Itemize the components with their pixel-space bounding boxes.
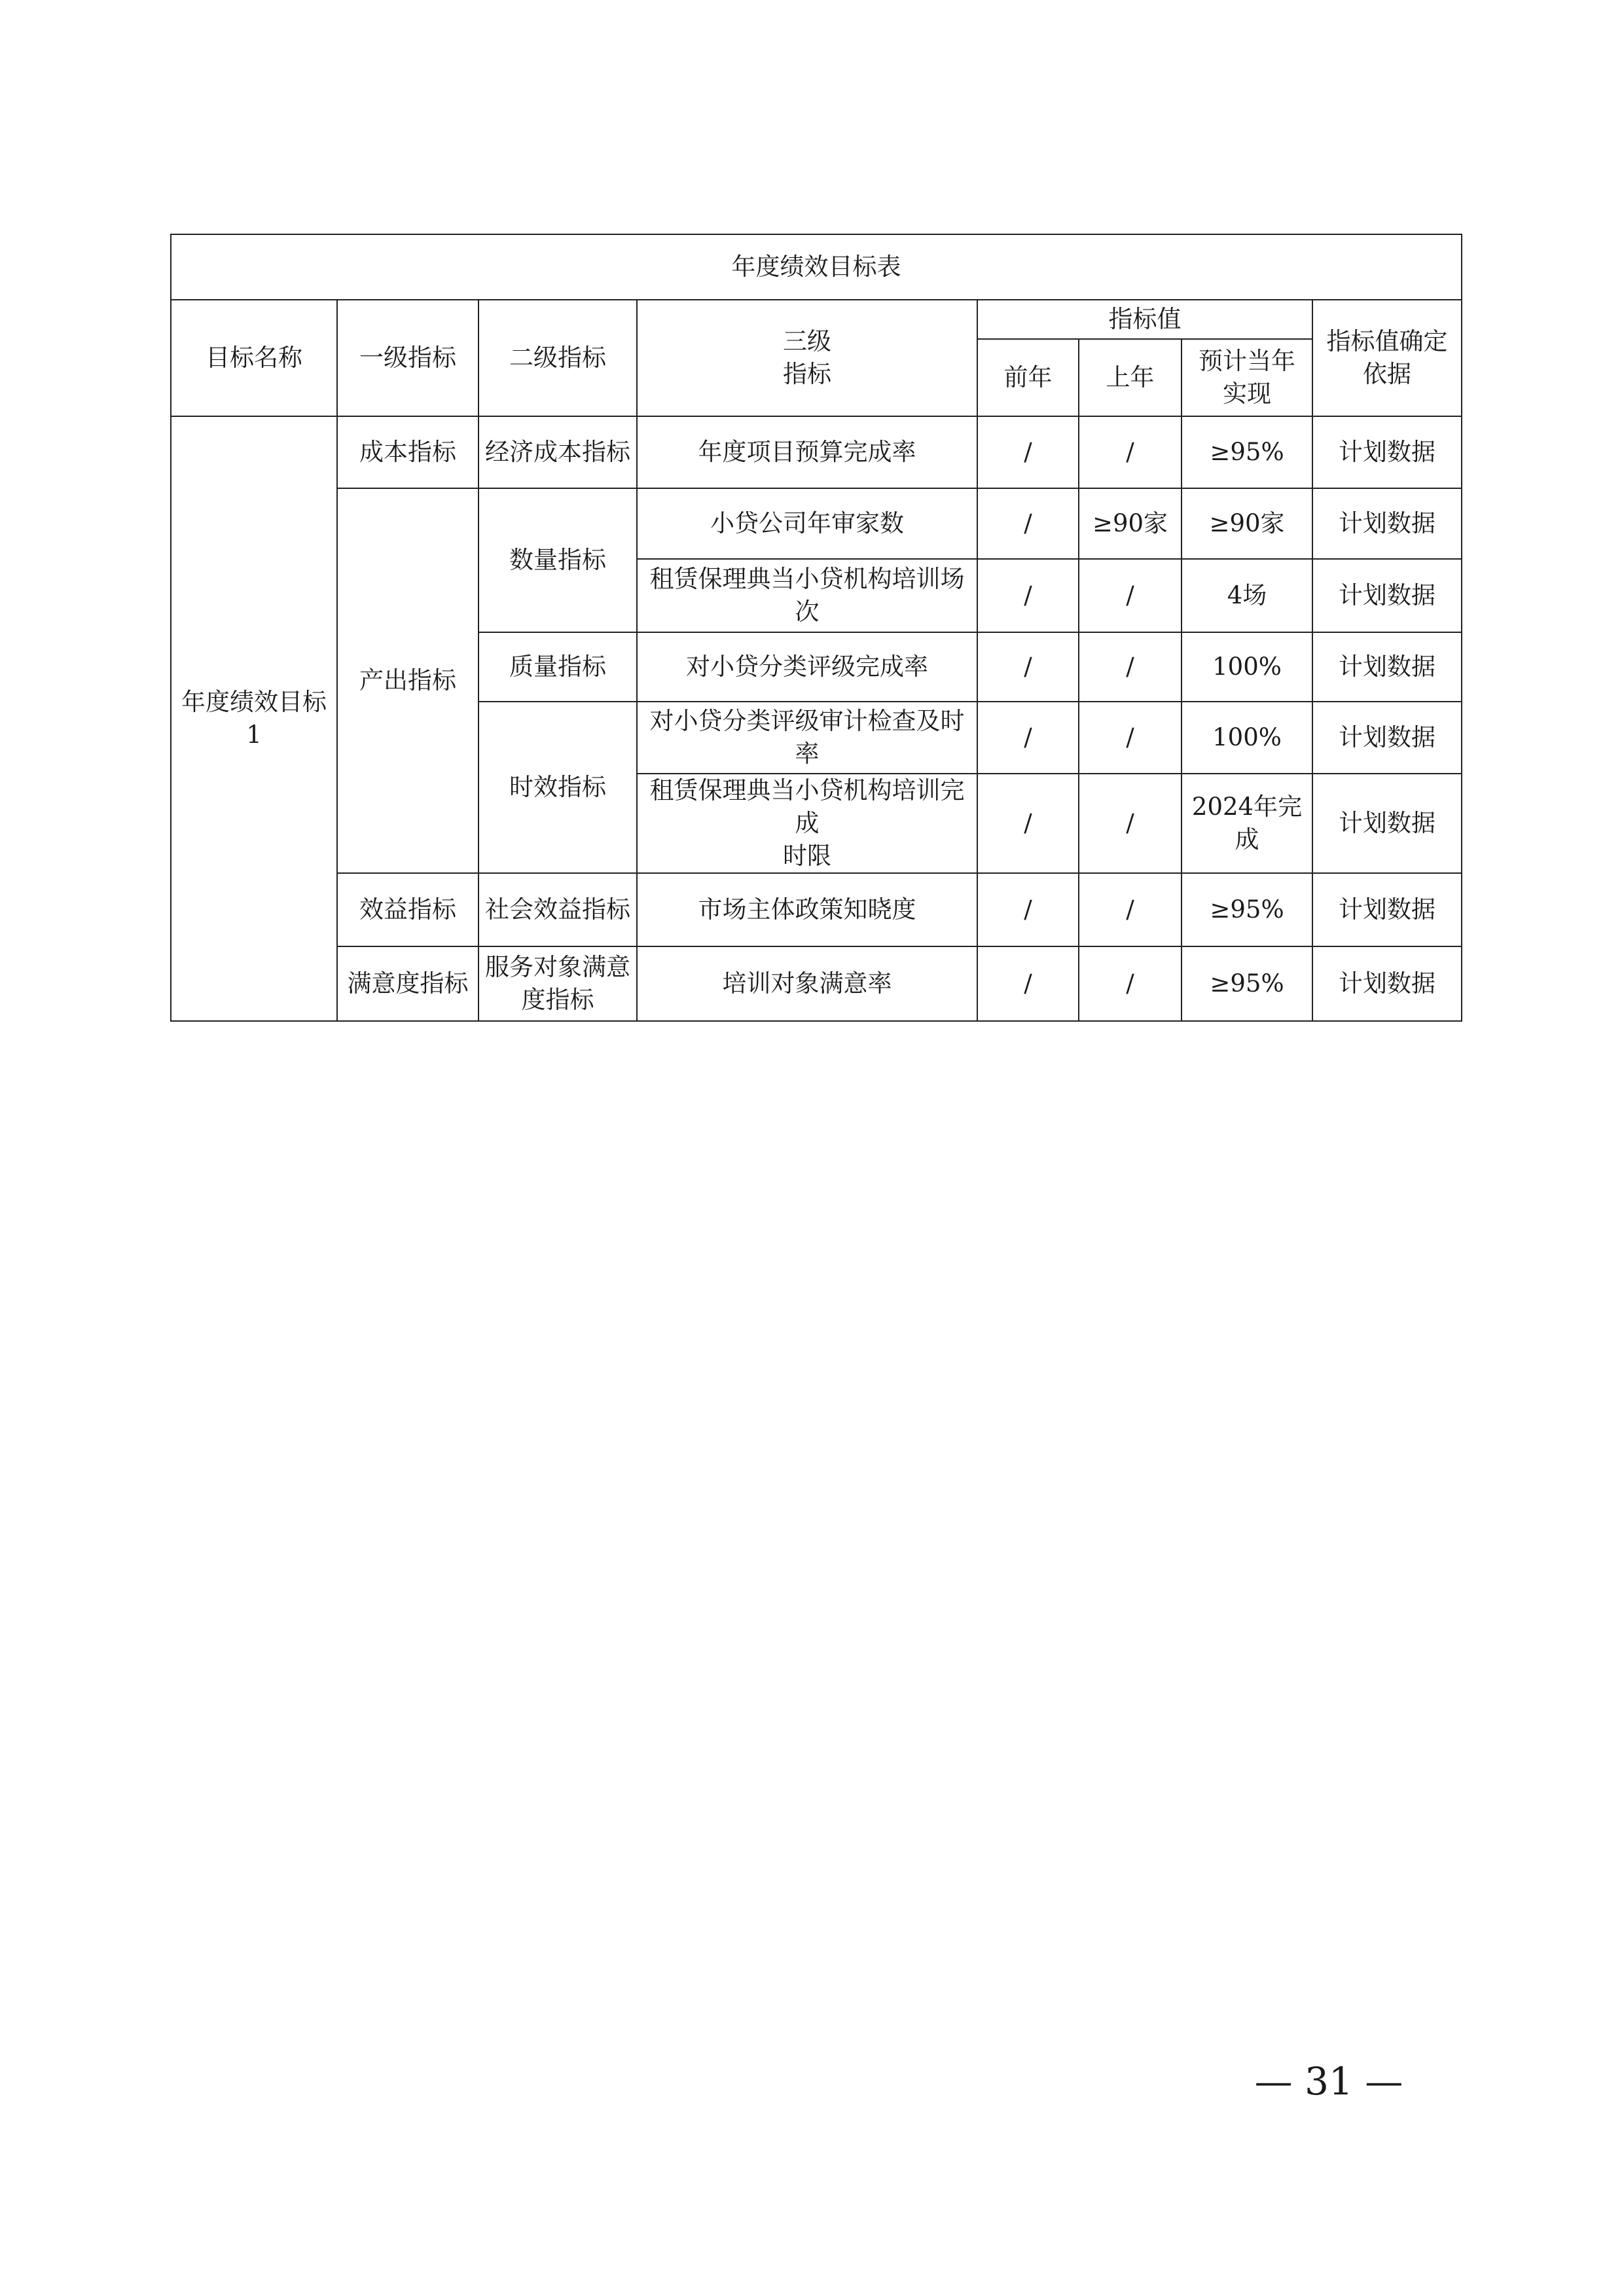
level2-service-satisfaction: 服务对象满意 度指标 (478, 946, 637, 1021)
expected-cell: ≥90家 (1182, 488, 1312, 559)
basis-cell: 计划数据 (1312, 416, 1462, 488)
last-year-cell: / (1079, 559, 1182, 632)
basis-cell: 计划数据 (1312, 488, 1462, 559)
page-number: — 31 — (1254, 2059, 1403, 2104)
level1-benefit: 效益指标 (337, 873, 478, 946)
basis-cell: 计划数据 (1312, 873, 1462, 946)
prev-year-cell: / (977, 946, 1079, 1021)
header-indicator-value: 指标值 (977, 300, 1312, 339)
table-row (171, 946, 1462, 1021)
last-year-cell: / (1079, 946, 1182, 1021)
header-level2: 二级指标 (478, 300, 637, 416)
basis-cell: 计划数据 (1312, 632, 1462, 702)
expected-cell: 100% (1182, 702, 1312, 774)
level1-cost: 成本指标 (337, 416, 478, 488)
level1-output: 产出指标 (337, 488, 478, 873)
level3-cell: 小贷公司年审家数 (637, 488, 977, 559)
level2-timeliness: 时效指标 (478, 702, 637, 873)
header-level1: 一级指标 (337, 300, 478, 416)
level1-satisfaction: 满意度指标 (337, 946, 478, 1021)
expected-cell: ≥95% (1182, 873, 1312, 946)
table-row (171, 416, 1462, 488)
last-year-cell: ≥90家 (1079, 488, 1182, 559)
last-year-cell: / (1079, 774, 1182, 873)
header-basis: 指标值确定 依据 (1312, 300, 1462, 416)
basis-cell: 计划数据 (1312, 774, 1462, 873)
basis-cell: 计划数据 (1312, 702, 1462, 774)
level3-cell: 对小贷分类评级完成率 (637, 632, 977, 702)
last-year-cell: / (1079, 632, 1182, 702)
table-row (171, 873, 1462, 946)
level3-cell: 对小贷分类评级审计检查及时率 (637, 702, 977, 774)
level2-quantity: 数量指标 (478, 488, 637, 632)
level2-economic-cost: 经济成本指标 (478, 416, 637, 488)
goal-cell: 年度绩效目标1 (171, 416, 337, 1021)
expected-cell: ≥95% (1182, 416, 1312, 488)
level2-quality: 质量指标 (478, 632, 637, 702)
header-level3: 三级 指标 (637, 300, 977, 416)
expected-cell: ≥95% (1182, 946, 1312, 1021)
prev-year-cell: / (977, 774, 1079, 873)
prev-year-cell: / (977, 873, 1079, 946)
level3-cell: 年度项目预算完成率 (637, 416, 977, 488)
level3-cell: 市场主体政策知晓度 (637, 873, 977, 946)
prev-year-cell: / (977, 488, 1079, 559)
table-title: 年度绩效目标表 (171, 234, 1462, 300)
expected-cell: 2024年完 成 (1182, 774, 1312, 873)
table-row (171, 488, 1462, 559)
level2-social-benefit: 社会效益指标 (478, 873, 637, 946)
basis-cell: 计划数据 (1312, 559, 1462, 632)
performance-goals-table (170, 234, 1462, 1022)
expected-cell: 4场 (1182, 559, 1312, 632)
level3-cell: 租赁保理典当小贷机构培训完成 时限 (637, 774, 977, 873)
expected-cell: 100% (1182, 632, 1312, 702)
basis-cell: 计划数据 (1312, 946, 1462, 1021)
header-prev-year: 前年 (977, 339, 1079, 416)
header-expected: 预计当年 实现 (1182, 339, 1312, 416)
header-last-year: 上年 (1079, 339, 1182, 416)
prev-year-cell: / (977, 559, 1079, 632)
last-year-cell: / (1079, 416, 1182, 488)
prev-year-cell: / (977, 702, 1079, 774)
level3-cell: 租赁保理典当小贷机构培训场次 (637, 559, 977, 632)
last-year-cell: / (1079, 873, 1182, 946)
prev-year-cell: / (977, 632, 1079, 702)
level3-cell: 培训对象满意率 (637, 946, 977, 1021)
header-goal-name: 目标名称 (171, 300, 337, 416)
prev-year-cell: / (977, 416, 1079, 488)
last-year-cell: / (1079, 702, 1182, 774)
